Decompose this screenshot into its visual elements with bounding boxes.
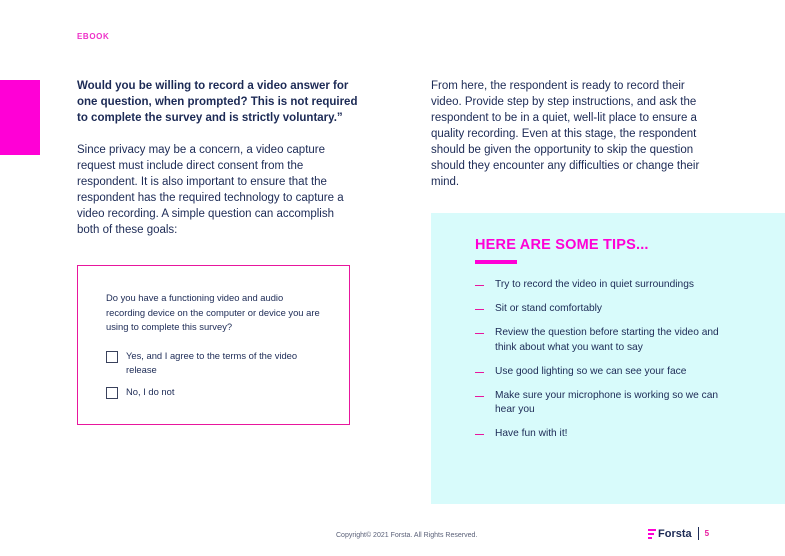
option-yes-label: Yes, and I agree to the terms of the video release [126, 349, 298, 375]
forsta-logo-icon [648, 529, 656, 539]
sample-question-box [77, 265, 350, 425]
accent-bar [0, 80, 40, 155]
option-yes[interactable] [106, 349, 323, 377]
dash-icon [475, 309, 484, 310]
sample-question-text: Do you have a functioning video and audio recording device on the computer or device you are using to complete this survey? [106, 292, 320, 332]
page-number: 5 [704, 529, 710, 538]
tips-panel [431, 213, 785, 504]
dash-icon [475, 434, 484, 435]
checkbox-yes[interactable] [106, 351, 118, 363]
option-no[interactable] [106, 385, 323, 399]
dash-icon [475, 333, 484, 334]
option-no-label: No, I do not [126, 385, 175, 397]
tip-text: Have fun with it! [495, 428, 568, 439]
checkbox-no[interactable] [106, 387, 118, 399]
footer-brand [648, 527, 709, 540]
footer-divider [698, 527, 699, 540]
tip-text: Try to record the video in quiet surroundings [495, 279, 694, 290]
tip-item [475, 302, 720, 317]
tip-text: Review the question before starting the video and think about what you want to say [495, 327, 719, 353]
dash-icon [475, 372, 484, 373]
privacy-paragraph: Since privacy may be a concern, a video capture request must include direct consent from the respondent. It is also important to ensure that the respondent has the required technology to capture a video recording. A simple question can accomplish both of these goals: [77, 144, 344, 236]
ebook-label: EBOOK [77, 32, 110, 41]
copyright-text: Copyright© 2021 Forsta. All Rights Reserved. [336, 532, 478, 539]
quoted-question: Would you be willing to record a video answer for one question, when prompted? This is not required to complete the survey and is strictly voluntary.” [77, 80, 358, 124]
instructions-paragraph: From here, the respondent is ready to record their video. Provide step by step instructions, and ask the respondent to be in a quiet, well-lit place to ensure a quality recording. Even at this stage, the respondent should be given the opportunity to skip the question should they encounter any difficulties or change their mind. [431, 80, 700, 188]
dash-icon [475, 396, 484, 397]
tip-item [475, 365, 720, 380]
right-column [431, 78, 716, 190]
tips-title: HERE ARE SOME TIPS... [475, 237, 649, 253]
tip-text: Sit or stand comfortably [495, 303, 603, 314]
tip-text: Make sure your microphone is working so we can hear you [495, 389, 719, 415]
tip-item [475, 427, 720, 442]
tip-item [475, 389, 720, 418]
forsta-logo [648, 528, 692, 540]
dash-icon [475, 285, 484, 286]
brand-name: Forsta [658, 527, 692, 540]
tip-item [475, 326, 720, 355]
tip-item [475, 278, 720, 293]
left-column [77, 78, 359, 238]
tips-title-underline [475, 260, 517, 264]
tip-text: Use good lighting so we can see your face [495, 365, 687, 377]
tips-list [475, 278, 720, 451]
